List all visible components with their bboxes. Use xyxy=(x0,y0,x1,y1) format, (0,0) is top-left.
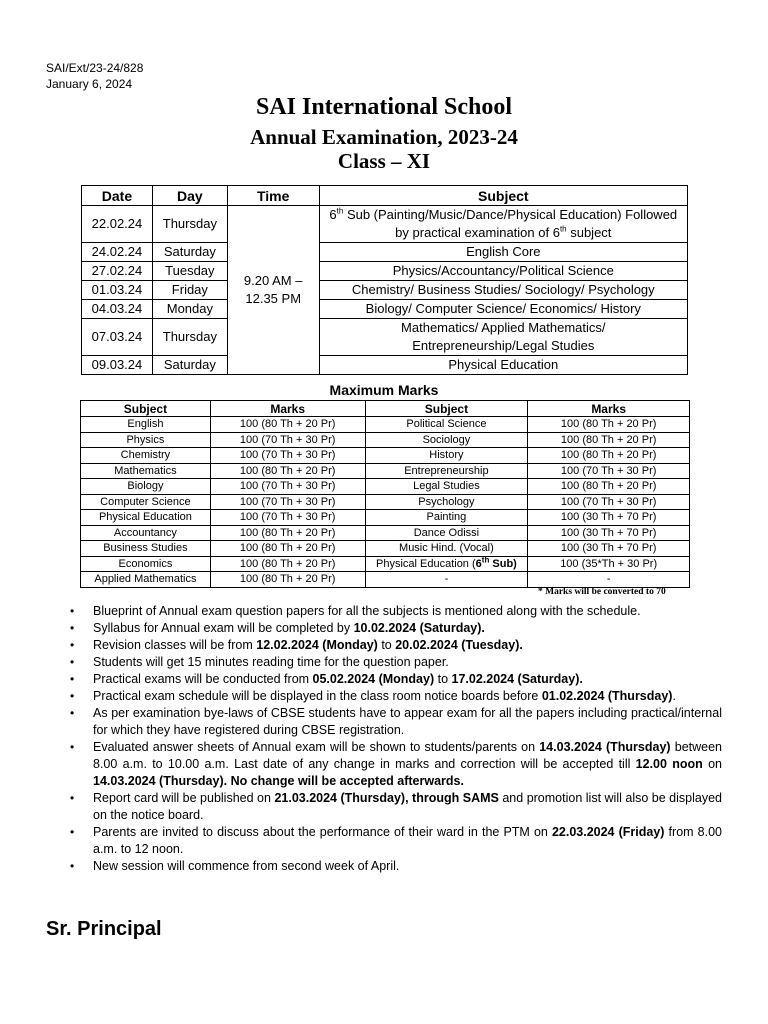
instructions-list xyxy=(46,603,722,875)
marks-subject-cell: Psychology xyxy=(365,494,528,510)
schedule-header-time: Time xyxy=(227,186,319,206)
reference-block xyxy=(46,60,143,92)
marks-subject-cell: Physical Education xyxy=(81,510,211,526)
bullet-icon: • xyxy=(70,825,75,839)
marks-value-cell: 100 (80 Th + 20 Pr) xyxy=(528,448,690,464)
marks-value-cell: 100 (70 Th + 30 Pr) xyxy=(210,479,365,495)
marks-header-marks: Marks xyxy=(210,401,365,417)
marks-value-cell: 100 (80 Th + 20 Pr) xyxy=(210,556,365,572)
marks-value-cell: 100 (70 Th + 30 Pr) xyxy=(210,494,365,510)
marks-header-row xyxy=(81,401,690,417)
instruction-text: New session will commence from second week of April. xyxy=(93,859,400,873)
instruction-text: Students will get 15 minutes reading time for the question paper. xyxy=(93,655,449,669)
instruction-text: between 8.00 a.m. to 10.00 a.m. Last date of any change in marks and correction will be accepted till xyxy=(93,740,723,771)
instruction-item xyxy=(46,637,722,654)
marks-value-cell: 100 (80 Th + 20 Pr) xyxy=(210,417,365,433)
bullet-icon: • xyxy=(70,706,75,720)
marks-subject-cell: Chemistry xyxy=(81,448,211,464)
instruction-item xyxy=(46,824,722,858)
school-name: SAI International School xyxy=(255,94,513,120)
schedule-row xyxy=(82,281,688,300)
instruction-text: 14.03.2024 (Thursday). No change will be accepted afterwards. xyxy=(93,774,464,788)
schedule-header-row xyxy=(82,186,688,206)
marks-value-cell: 100 (80 Th + 20 Pr) xyxy=(210,525,365,541)
schedule-subject: Chemistry/ Business Studies/ Sociology/ Psychology xyxy=(319,281,687,300)
instruction-text: Parents are invited to discuss about the performance of their ward in the PTM on xyxy=(93,825,552,839)
marks-row xyxy=(81,448,690,464)
max-marks-title: Maximum Marks xyxy=(329,382,439,398)
marks-subject-cell: Painting xyxy=(365,510,528,526)
marks-row xyxy=(81,510,690,526)
marks-subject-cell: Economics xyxy=(81,556,211,572)
marks-value-cell: 100 (80 Th + 20 Pr) xyxy=(210,541,365,557)
instruction-text: Revision classes will be from xyxy=(93,638,257,652)
class-title: Class – XI xyxy=(337,149,431,173)
marks-row xyxy=(81,494,690,510)
signature: Sr. Principal xyxy=(46,918,162,940)
instruction-item xyxy=(46,739,722,790)
subject-part: subject xyxy=(566,225,612,240)
instruction-text: 20.02.2024 (Tuesday). xyxy=(395,638,523,652)
instruction-item xyxy=(46,603,722,620)
schedule-day: Saturday xyxy=(152,356,227,375)
marks-value-cell: 100 (70 Th + 30 Pr) xyxy=(210,510,365,526)
schedule-row xyxy=(82,319,688,356)
instruction-text: Report card will be published on xyxy=(93,791,275,805)
schedule-subject xyxy=(319,206,687,243)
marks-subject-cell: English xyxy=(81,417,211,433)
instruction-text: 17.02.2024 (Saturday). xyxy=(451,672,583,686)
marks-value-cell: 100 (30 Th + 70 Pr) xyxy=(528,541,690,557)
bullet-icon: • xyxy=(70,672,75,686)
instruction-text: to xyxy=(377,638,396,652)
marks-subject-cell: Computer Science xyxy=(81,494,211,510)
marks-header-subject: Subject xyxy=(81,401,211,417)
marks-row xyxy=(81,525,690,541)
instruction-text: 14.03.2024 (Thursday) xyxy=(539,740,671,754)
bullet-icon: • xyxy=(70,689,75,703)
schedule-row xyxy=(82,243,688,262)
marks-value-cell: 100 (80 Th + 20 Pr) xyxy=(210,572,365,588)
cell-part: Physical Education ( xyxy=(375,557,476,570)
subject-sup: th xyxy=(336,206,344,216)
instruction-item xyxy=(46,688,722,705)
instruction-item xyxy=(46,790,722,824)
marks-row xyxy=(81,541,690,557)
marks-row xyxy=(81,479,690,495)
instruction-text: . xyxy=(672,689,676,703)
instruction-text: 21.03.2024 (Thursday), through SAMS xyxy=(274,791,499,805)
marks-subject-cell: History xyxy=(365,448,528,464)
marks-row xyxy=(81,463,690,479)
bullet-icon: • xyxy=(70,638,75,652)
schedule-header-day: Day xyxy=(152,186,227,206)
marks-value-cell: 100 (30 Th + 70 Pr) xyxy=(528,510,690,526)
exam-schedule-table xyxy=(81,185,688,375)
instruction-text: 12.00 noon xyxy=(635,757,703,771)
bullet-icon: • xyxy=(70,791,75,805)
marks-value-cell: 100 (70 Th + 30 Pr) xyxy=(210,448,365,464)
instruction-text: 10.02.2024 (Saturday). xyxy=(353,621,485,635)
marks-value-cell: 100 (80 Th + 20 Pr) xyxy=(528,417,690,433)
subject-part: Sub (Painting/Music/Dance/Physical Education) Followed by practical examination of 6 xyxy=(343,207,678,240)
schedule-date: 09.03.24 xyxy=(82,356,153,375)
instruction-text: 01.02.2024 (Thursday) xyxy=(541,689,673,703)
schedule-row xyxy=(82,300,688,319)
schedule-row xyxy=(82,356,688,375)
schedule-date: 22.02.24 xyxy=(82,206,153,243)
instruction-text: Practical exam schedule will be displayed in the class room notice boards before xyxy=(93,689,542,703)
schedule-day: Monday xyxy=(152,300,227,319)
instruction-text: Evaluated answer sheets of Annual exam will be shown to students/parents on xyxy=(93,740,540,754)
instruction-text: and promotion list will also be displayed on the notice board. xyxy=(93,791,722,822)
schedule-day: Tuesday xyxy=(152,262,227,281)
schedule-subject: Biology/ Computer Science/ Economics/ History xyxy=(319,300,687,319)
schedule-subject: English Core xyxy=(319,243,687,262)
marks-row xyxy=(81,432,690,448)
exam-title: Annual Examination, 2023-24 xyxy=(250,125,518,149)
instruction-text: As per examination bye-laws of CBSE students have to appear exam for all the papers including practical/internal for which they have registered during CBSE registration. xyxy=(93,706,722,737)
marks-value-cell: - xyxy=(528,572,690,588)
instruction-item xyxy=(46,858,722,875)
marks-subject-cell: Applied Mathematics xyxy=(81,572,211,588)
marks-subject-cell: Dance Odissi xyxy=(365,525,528,541)
letter-date: January 6, 2024 xyxy=(46,77,133,91)
marks-conversion-note: * Marks will be converted to 70 xyxy=(538,587,666,597)
instruction-text: Syllabus for Annual exam will be completed by xyxy=(93,621,354,635)
schedule-header-date: Date xyxy=(82,186,153,206)
instruction-item xyxy=(46,620,722,637)
marks-value-cell: 100 (30 Th + 70 Pr) xyxy=(528,525,690,541)
max-marks-table xyxy=(80,400,690,588)
instruction-text: to xyxy=(434,672,452,686)
subject-part: 6 xyxy=(329,207,337,222)
schedule-date: 27.02.24 xyxy=(82,262,153,281)
schedule-day: Thursday xyxy=(152,319,227,356)
schedule-header-subject: Subject xyxy=(319,186,687,206)
schedule-subject: Mathematics/ Applied Mathematics/ Entrepreneurship/Legal Studies xyxy=(319,319,687,356)
marks-row xyxy=(81,417,690,433)
instruction-text: Practical exams will be conducted from xyxy=(93,672,313,686)
marks-header-marks-2: Marks xyxy=(528,401,690,417)
marks-value-cell: 100 (70 Th + 30 Pr) xyxy=(528,463,690,479)
marks-value-cell: 100 (80 Th + 20 Pr) xyxy=(528,432,690,448)
marks-subject-cell: Business Studies xyxy=(81,541,211,557)
schedule-row xyxy=(82,206,688,243)
instruction-item xyxy=(46,705,722,739)
bullet-icon: • xyxy=(70,655,75,669)
marks-subject-cell: Music Hind. (Vocal) xyxy=(365,541,528,557)
bullet-icon: • xyxy=(70,859,75,873)
instruction-text: on xyxy=(702,757,722,771)
marks-value-cell: 100 (70 Th + 30 Pr) xyxy=(210,432,365,448)
marks-subject-cell: Physics xyxy=(81,432,211,448)
schedule-time: 9.20 AM – 12.35 PM xyxy=(227,206,319,375)
cell-part: 6 xyxy=(475,557,482,570)
schedule-date: 04.03.24 xyxy=(82,300,153,319)
schedule-subject: Physical Education xyxy=(319,356,687,375)
marks-row xyxy=(81,556,690,572)
cell-part: Sub) xyxy=(489,557,517,570)
instruction-text: 05.02.2024 (Monday) xyxy=(312,672,435,686)
marks-value-cell: 100 (80 Th + 20 Pr) xyxy=(528,479,690,495)
marks-subject-cell: Accountancy xyxy=(81,525,211,541)
marks-subject-cell: Biology xyxy=(81,479,211,495)
marks-subject-cell: Mathematics xyxy=(81,463,211,479)
marks-value-cell: 100 (70 Th + 30 Pr) xyxy=(528,494,690,510)
instruction-item xyxy=(46,671,722,688)
subject-sup: th xyxy=(559,224,567,234)
marks-value-cell: 100 (35*Th + 30 Pr) xyxy=(528,556,690,572)
marks-subject-cell: Sociology xyxy=(365,432,528,448)
instruction-text: Blueprint of Annual exam question papers for all the subjects is mentioned along with the schedule. xyxy=(93,604,641,618)
cell-sup: th xyxy=(481,555,490,565)
instruction-item xyxy=(46,654,722,671)
marks-header-subject-2: Subject xyxy=(365,401,528,417)
marks-subject-cell: - xyxy=(365,572,528,588)
schedule-date: 07.03.24 xyxy=(82,319,153,356)
instruction-text: from 8.00 a.m. to 12 noon. xyxy=(93,825,722,856)
schedule-date: 01.03.24 xyxy=(82,281,153,300)
schedule-day: Saturday xyxy=(152,243,227,262)
marks-value-cell: 100 (80 Th + 20 Pr) xyxy=(210,463,365,479)
bullet-icon: • xyxy=(70,604,75,618)
bullet-icon: • xyxy=(70,740,75,754)
marks-subject-cell: Entrepreneurship xyxy=(365,463,528,479)
bullet-icon: • xyxy=(70,621,75,635)
schedule-day: Thursday xyxy=(152,206,227,243)
marks-subject-cell xyxy=(365,556,528,572)
marks-subject-cell: Legal Studies xyxy=(365,479,528,495)
instruction-text: 12.02.2024 (Monday) xyxy=(256,638,378,652)
schedule-date: 24.02.24 xyxy=(82,243,153,262)
marks-row xyxy=(81,572,690,588)
schedule-row xyxy=(82,262,688,281)
marks-subject-cell: Political Science xyxy=(365,417,528,433)
instruction-text: 22.03.2024 (Friday) xyxy=(551,825,665,839)
reference-number: SAI/Ext/23-24/828 xyxy=(46,61,144,75)
schedule-subject: Physics/Accountancy/Political Science xyxy=(319,262,687,281)
schedule-day: Friday xyxy=(152,281,227,300)
